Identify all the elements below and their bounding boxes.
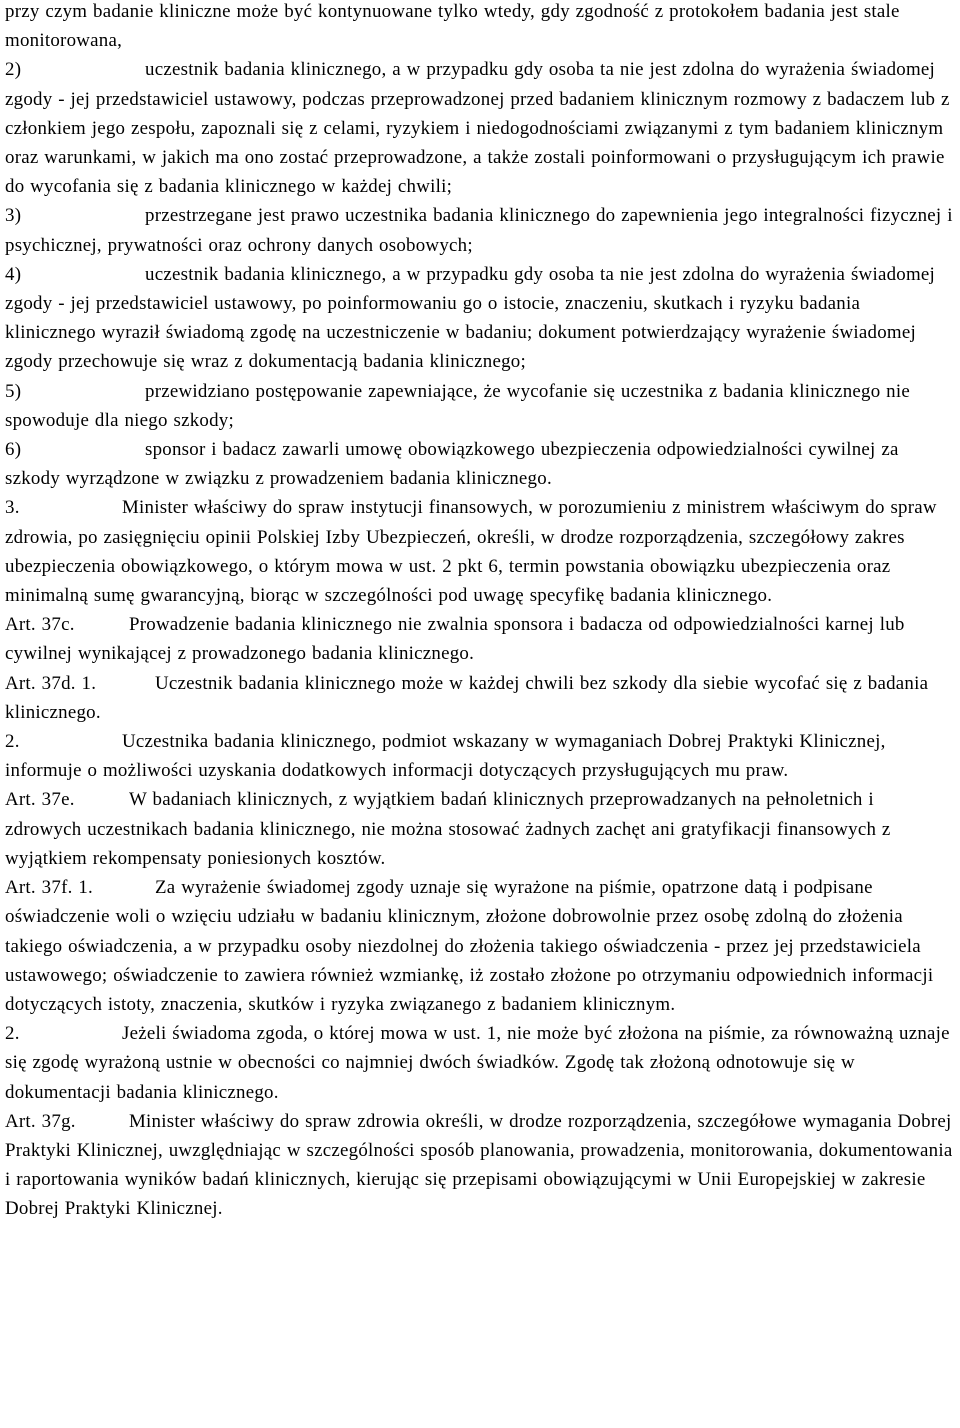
paragraph-number: 3) — [5, 205, 22, 227]
paragraph-number: Art. 37g. — [5, 1110, 76, 1132]
paragraph-section-3 — [5, 493, 956, 610]
paragraph-number: 5) — [5, 380, 22, 402]
paragraph-number: Art. 37c. — [5, 614, 75, 636]
paragraph-continuation — [5, 0, 956, 55]
paragraph-text: przy czym badanie kliniczne może być kontynuowane tylko wtedy, gdy zgodność z protokołem badania jest stale monitorowana, — [5, 1, 900, 52]
paragraph-text: przestrzegane jest prawo uczestnika badania klinicznego do zapewnienia jego integralności fizycznej i psychicznej, prywatności oraz ochrony danych osobowych; — [5, 205, 953, 256]
paragraph-text: Uczestnik badania klinicznego może w każdej chwili bez szkody dla siebie wycofać się z badania klinicznego. — [5, 672, 929, 723]
paragraph-point-5 — [5, 377, 956, 435]
paragraph-number: Art. 37f. 1. — [5, 877, 94, 899]
paragraph-text: Za wyrażenie świadomej zgody uznaje się wyrażone na piśmie, opatrzone datą i podpisane oświadczenie woli o wzięciu udziału w badaniu klinicznym, złożone dobrowolnie przez osobę zdolną do złożenia takiego oświadczenia, a w przypadku osoby niezdolnej do złożenia takiego oświadczenia - przez jej przedstawiciela ustawowego; oświadczenie to zawiera również wzmiankę, iż zostało złożone po otrzymaniu odpowiednich informacji dotyczących istoty, znaczenia, skutków i ryzyka związanego z badaniem klinicznym. — [5, 877, 934, 1015]
paragraph-number: Art. 37d. 1. — [5, 672, 97, 694]
paragraph-number: 2. — [5, 1023, 20, 1045]
paragraph-text: uczestnik badania klinicznego, a w przypadku gdy osoba ta nie jest zdolna do wyrażenia świadomej zgody - jej przedstawiciel ustawowy, podczas przeprowadzonej przed badaniem klinicznym rozmowy z badaczem lub z członkiem jego zespołu, zapoznali się z celami, ryzykiem i niedogodnościami związanymi z tym badaniem klinicznym oraz warunkami, w jakich ma ono zostać przeprowadzone, a także zostali poinformowani o przysługującym ich prawie do wycofania się z badania klinicznego w każdej chwili; — [5, 59, 950, 198]
paragraph-point-4 — [5, 260, 956, 377]
paragraph-art-37d — [5, 669, 956, 727]
paragraph-art-37g — [5, 1107, 956, 1224]
paragraph-text: Uczestnika badania klinicznego, podmiot wskazany w wymaganiach Dobrej Praktyki Klinicznej, informuje o możliwości uzyskania dodatkowych informacji dotyczących przysługujących mu praw. — [5, 731, 886, 782]
paragraph-number: 6) — [5, 439, 22, 461]
paragraph-text: Minister właściwy do spraw zdrowia określi, w drodze rozporządzenia, szczegółowe wymagania Dobrej Praktyki Klinicznej, uwzględniając w szczególności sposób planowania, prowadzenia, monitorowania, dokumentowania i raportowania wyników badań klinicznych, kierując się przepisami obowiązującymi w Unii Europejskiej w zakresie Dobrej Praktyki Klinicznej. — [5, 1110, 953, 1220]
paragraph-number: 3. — [5, 497, 20, 519]
paragraph-point-3 — [5, 201, 956, 259]
paragraph-number: 2) — [5, 59, 22, 81]
paragraph-text: uczestnik badania klinicznego, a w przypadku gdy osoba ta nie jest zdolna do wyrażenia świadomej zgody - jej przedstawiciel ustawowy, po poinformowaniu go o istocie, znaczeniu, skutkach i ryzyku badania klinicznego wyraził świadomą zgodę na uczestniczenie w badaniu; dokument potwierdzający wyrażenie świadomej zgody przechowuje się wraz z dokumentacją badania klinicznego; — [5, 263, 936, 373]
paragraph-text: przewidziano postępowanie zapewniające, że wycofanie się uczestnika z badania klinicznego nie spowoduje dla niego szkody; — [5, 380, 911, 431]
paragraph-art-37f-2 — [5, 1019, 956, 1107]
paragraph-point-2 — [5, 55, 956, 201]
paragraph-point-6 — [5, 435, 956, 493]
paragraph-text: sponsor i badacz zawarli umowę obowiązkowego ubezpieczenia odpowiedzialności cywilnej za szkody wyrządzone w związku z prowadzeniem badania klinicznego. — [5, 439, 899, 490]
paragraph-number: 2. — [5, 731, 20, 753]
paragraph-art-37d-2 — [5, 727, 956, 785]
paragraph-number: Art. 37e. — [5, 789, 75, 811]
paragraph-text: Jeżeli świadoma zgoda, o której mowa w ust. 1, nie może być złożona na piśmie, za równoważną uznaje się zgodę wyrażoną ustnie w obecności co najmniej dwóch świadków. Zgodę tak złożoną odnotowuje się w dokumentacji badania klinicznego. — [5, 1023, 950, 1103]
paragraph-art-37e — [5, 785, 956, 873]
paragraph-text: Minister właściwy do spraw instytucji finansowych, w porozumieniu z ministrem właściwym do spraw zdrowia, po zasięgnięciu opinii Polskiej Izby Ubezpieczeń, określi, w drodze rozporządzenia, szczegółowy zakres ubezpieczenia obowiązkowego, o którym mowa w ust. 2 pkt 6, termin powstania obowiązku ubezpieczenia oraz minimalną sumę gwarancyjną, biorąc w szczególności pod uwagę specyfikę badania klinicznego. — [5, 497, 937, 607]
paragraph-text: Prowadzenie badania klinicznego nie zwalnia sponsora i badacza od odpowiedzialności karnej lub cywilnej wynikającej z prowadzonego badania klinicznego. — [5, 614, 905, 665]
paragraph-number: 4) — [5, 263, 22, 285]
paragraph-art-37f — [5, 873, 956, 1019]
paragraph-text: W badaniach klinicznych, z wyjątkiem badań klinicznych przeprowadzanych na pełnoletnich i zdrowych uczestnikach badania klinicznego, nie można stosować żadnych zachęt ani gratyfikacji finansowych z wyjątkiem rekompensaty poniesionych kosztów. — [5, 789, 891, 869]
paragraph-art-37c — [5, 610, 956, 668]
